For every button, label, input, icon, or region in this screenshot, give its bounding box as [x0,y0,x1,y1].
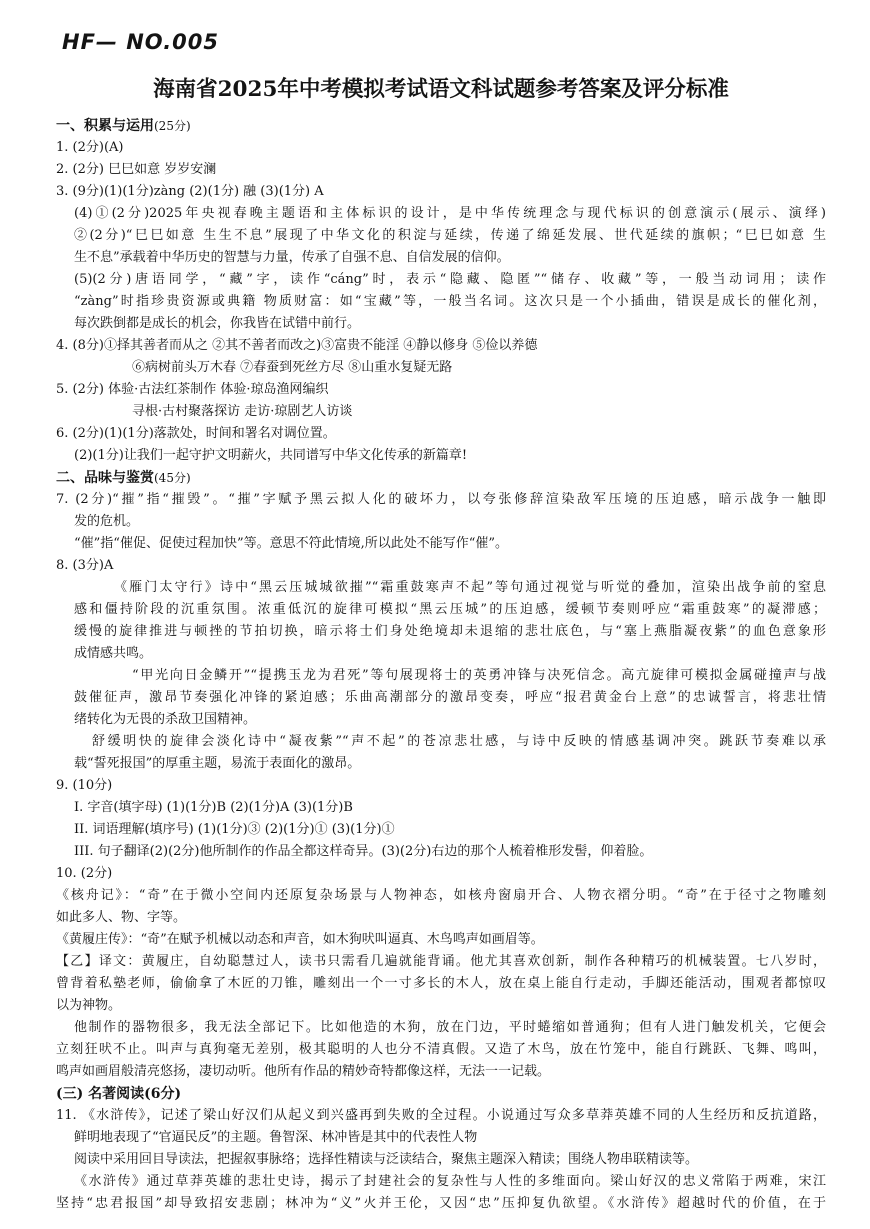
section-heading-3: (三) 名著阅读(6分) [56,1086,182,1102]
answer-line: 鲜明地表现了“官逼民反”的主题。鲁智深、林冲皆是其中的代表性人物 [74,1130,478,1145]
document-title: 海南省2025年中考模拟考试语文科试题参考答案及评分标准 [153,77,729,102]
answer-line: 2. (2分) 巳巳如意 岁岁安澜 [56,162,217,177]
answer-line: “zàng”时指珍贵资源或典籍 物质财富：如“宝藏”等，一般当名词。这次只是一个小插曲，错误是成长的催化剂， [74,294,826,309]
answer-line: “催”指“催促、促使过程加快”等。意思不符此情境,所以此处不能写作“催”。 [74,536,509,551]
answer-line: 鼓催征声，激昂节奏强化冲锋的紧迫感；乐曲高潮部分的激昂变奏，呼应“报君黄金台上意”的忠诚誓言，将悲壮情 [74,690,826,705]
answer-line: 4. (8分)①择其善者而从之 ②其不善者而改之)③富贵不能淫 ④静以修身 ⑤俭以养德 [56,338,538,353]
answer-line: 载“誓死报国”的厚重主题，易流于表面化的激昂。 [74,756,361,771]
answer-line: “甲光向日金鳞开”“提携玉龙为君死”等句展现将士的英勇冲锋与决死信念。高亢旋律可模拟金属碰撞声与战 [132,668,826,683]
answer-line: 立刻狂吠不止。叫声与真狗毫无差别，极其聪明的人也分不清真假。又造了木鸟，放在竹笼中，能自行跳跃、飞舞、鸣叫， [56,1042,826,1057]
answer-line: 寻根·古村聚落探访 走访·琼剧艺人访谈 [132,404,353,419]
section-title: 一、积累与运用 [56,118,154,134]
answer-line: 鸣声如画眉般清亮悠扬，凄切动听。他所有作品的精妙奇特都像这样，无法一一记载。 [56,1064,551,1079]
answer-line: 发的危机。 [74,514,140,529]
answer-line: 舒缓明快的旋律会淡化诗中“凝夜紫”“声不起”的苍凉悲壮感，与诗中反映的情感基调冲突。跳跃节奏难以承 [92,734,826,749]
answer-line: ⑥病树前头万木春 ⑦春蚕到死丝方尽 ⑧山重水复疑无路 [132,360,453,375]
answer-line: 缓慢的旋律推进与顿挫的节拍切换，暗示将士们身处绝境却未退缩的悲壮底色，与“塞上燕脂凝夜紫”的血色意象形 [74,624,826,639]
answer-line: 9. (10分) [56,778,113,793]
answer-line: 7. (2分)“摧”指“摧毁”。“摧”字赋予黑云拟人化的破坏力，以夸张修辞渲染敌军压境的压迫感，暗示战争一触即 [56,492,826,507]
answer-line: 【乙】译文：黄履庄，自幼聪慧过人，读书只需看几遍就能背诵。他尤其喜欢创新，制作各种精巧的机械装置。七八岁时， [56,954,826,969]
section-points: (45分) [154,471,191,485]
answer-line: 以为神物。 [56,998,122,1013]
answer-line: 5. (2分) 体验·古法红茶制作 体验·琼岛渔网编织 [56,382,329,397]
answer-line: 阅读中采用回目导读法，把握叙事脉络；选择性精读与泛读结合，聚焦主题深入精读；围绕人物串联精读等。 [74,1152,699,1167]
answer-line: 感和僵持阶段的沉重氛围。浓重低沉的旋律可模拟“黑云压城”的压迫感，缓顿节奏则呼应“霜重鼓寒”的凝滞感； [74,602,826,617]
section-heading-2 [56,467,826,489]
answer-line: III. 句子翻译(2)(2分)他所制作的作品全都这样奇异。(3)(2分)右边的那个人梳着椎形发髻，仰着脸。 [74,844,653,859]
section-title: 二、品味与鉴赏 [56,470,154,486]
answer-line: 成情感共鸣。 [74,646,153,661]
answer-line: II. 词语理解(填序号) (1)(1分)③ (2)(1分)① (3)(1分)① [74,822,395,837]
answer-line: (2)(1分)让我们一起守护文明薪火，共同谱写中华文化传承的新篇章! [74,448,468,463]
answer-line: 他制作的器物很多，我无法全部记下。比如他造的木狗，放在门边，平时蜷缩如普通狗；但有人进门触发机关，它便会 [74,1020,826,1035]
answer-line: 《核舟记》：“奇”在于微小空间内还原复杂场景与人物神态，如核舟窗扇开合、人物衣褶分明。“奇”在于径寸之物雕刻 [56,888,826,903]
answer-line: (5)(2分)唐语同学，“藏”字，读作“cáng”时，表示“隐藏、隐匿”“储存、收藏”等，一般当动词用；读作 [74,272,826,287]
answer-line: 《雁门太守行》诗中“黑云压城城欲摧”“霜重鼓寒声不起”等句通过视觉与听觉的叠加，渲染出战争前的窒息 [114,580,826,595]
answer-line: I. 字音(填字母) (1)(1分)B (2)(1分)A (3)(1分)B [74,800,353,815]
answer-line: 6. (2分)(1)(1分)落款处，时间和署名对调位置。 [56,426,336,441]
answer-line: 生不息”承载着中华历史的智慧与力量，传承了自强不息、自信发展的信仰。 [74,250,510,265]
answer-line: 曾背着私塾老师，偷偷拿了木匠的刀锥，雕刻出一个一寸多长的木人，放在桌上能自行走动，手脚还能活动，围观者都惊叹 [56,976,826,991]
answer-line: 11. 《水浒传》，记述了梁山好汉们从起义到兴盛再到失败的全过程。小说通过写众多草莽英雄不同的人生经历和反抗道路， [56,1108,826,1123]
answer-line: 3. (9分)(1)(1分)zàng (2)(1分) 融 (3)(1分) A [56,184,324,199]
answer-line: 坚持“忠君报国”却导致招安悲剧；林冲为“义”火并王伦，又因“忠”压抑复仇欲望。《水浒传》超越时代的价值，在于 [56,1196,826,1211]
section-points: (25分) [154,119,191,133]
answer-line: 《黄履庄传》：“奇”在赋予机械以动态和声音，如木狗吠叫逼真、木鸟鸣声如画眉等。 [56,932,544,947]
answer-line: 每次跌倒都是成长的机会，你我皆在试错中前行。 [74,316,361,331]
answer-line: 8. (3分)A [56,558,114,573]
answer-line: 《水浒传》通过草莽英雄的悲壮史诗，揭示了封建社会的复杂性与人性的多维面向。梁山好汉的忠义常陷于两难，宋江 [74,1174,826,1189]
answer-line: (4)①(2分)2025年央视春晚主题语和主体标识的设计，是中华传统理念与现代标识的创意演示(展示、演绎) [74,206,826,221]
answer-line: ②(2分)“巳巳如意 生生不息”展现了中华文化的积淀与延续，传递了绵延发展、世代延续的旗帜；“巳巳如意 生 [74,228,826,243]
answer-line: 如此多人、物、字等。 [56,910,187,925]
answer-line: 1. (2分)(A) [56,140,124,155]
section-heading-1 [56,115,826,137]
answer-line: 10. (2分) [56,866,113,881]
document-code: HF— NO.005 [62,30,220,54]
answer-line: 绪转化为无畏的杀敌卫国精神。 [74,712,257,727]
